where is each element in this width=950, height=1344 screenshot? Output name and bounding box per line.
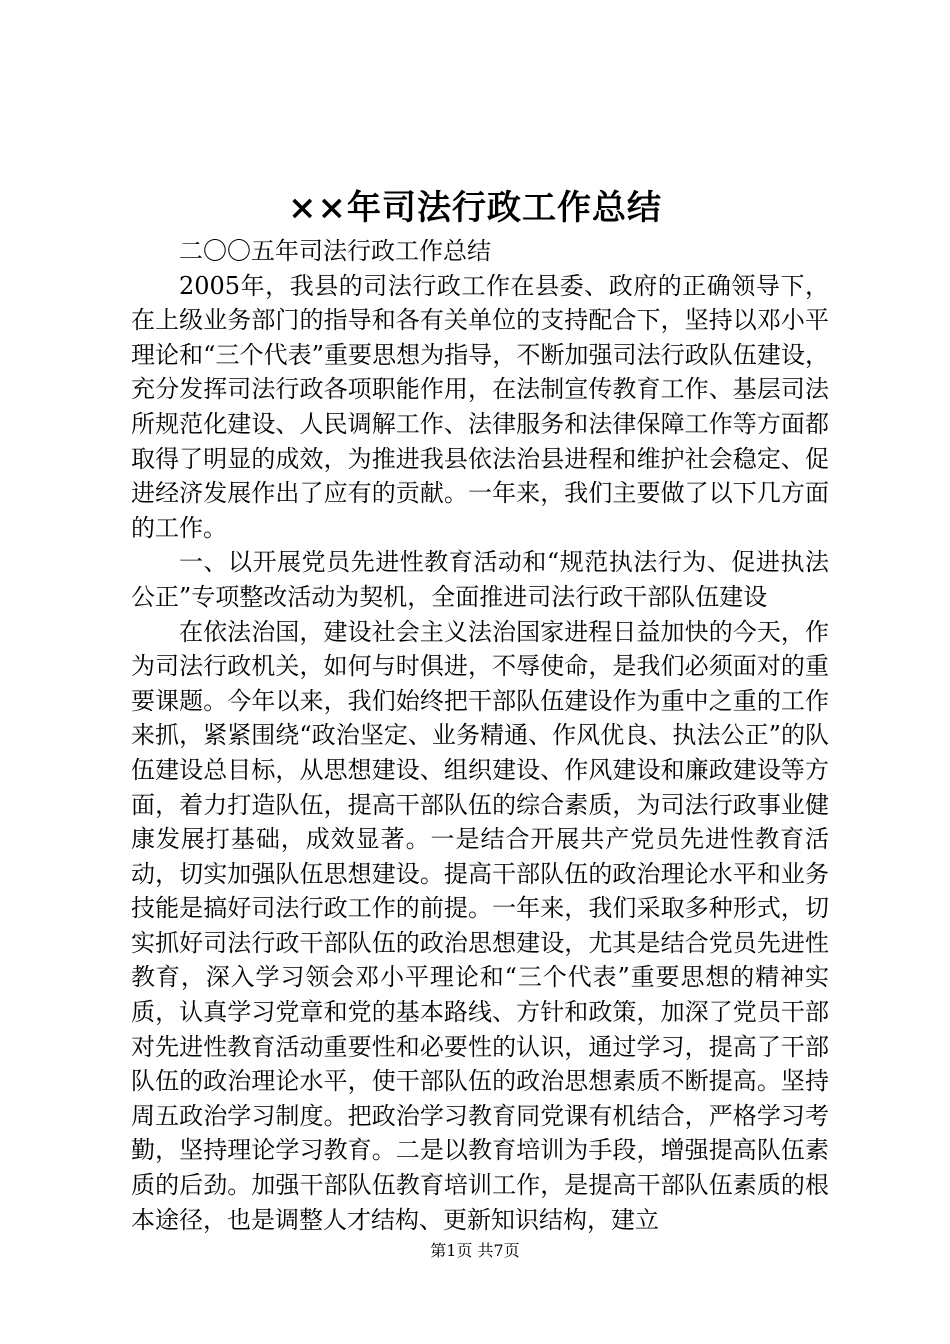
section-heading-paragraph: 一、以开展党员先进性教育活动和“规范执法行为、促进执法公正”专项整改活动为契机，全面推进司法行政干部队伍建设 bbox=[131, 548, 829, 611]
subtitle-paragraph: 二〇〇五年司法行政工作总结 bbox=[179, 237, 491, 265]
body-paragraph: 在依法治国，建设社会主义法治国家进程日益加快的今天，作为司法行政机关，如何与时俱进，不辱使命，是我们必须面对的重要课题。今年以来，我们始终把干部队伍建设作为重中之重的工作来抓，紧紧围绕“政治坚定、业务精通、作风优良、执法公正”的队伍建设总目标，从思想建设、组织建设、作风建设和廉政建设等方面，着力打造队伍，提高干部队伍的综合素质，为司法行政事业健康发展打基础，成效显著。一是结合开展共产党员先进性教育活动，切实加强队伍思想建设。提高干部队伍的政治理论水平和业务技能是搞好司法行政工作的前提。一年来，我们采取多种形式，切实抓好司法行政干部队伍的政治思想建设，尤其是结合党员先进性教育，深入学习领会邓小平理论和“三个代表”重要思想的精神实质，认真学习党章和党的基本路线、方针和政策，加深了党员干部对先进性教育活动重要性和必要性的认识，通过学习，提高了干部队伍的政治理论水平，使干部队伍的政治思想素质不断提高。坚持周五政治学习制度。把政治学习教育同党课有机结合，严格学习考勤，坚持理论学习教育。二是以教育培训为手段，增强提高队伍素质的后劲。加强干部队伍教育培训工作，是提高干部队伍素质的根本途径，也是调整人才结构、更新知识结构，建立 bbox=[131, 617, 829, 1234]
document-body bbox=[131, 234, 829, 1237]
page-footer: 第1页 共7页 bbox=[430, 1241, 520, 1260]
intro-paragraph: 2005年，我县的司法行政工作在县委、政府的正确领导下，在上级业务部门的指导和各有关单位的支持配合下，坚持以邓小平理论和“三个代表”重要思想为指导，不断加强司法行政队伍建设，充分发挥司法行政各项职能作用，在法制宣传教育工作、基层司法所规范化建设、人民调解工作、法律服务和法律保障工作等方面都取得了明显的成效，为推进我县依法治县进程和维护社会稳定、促进经济发展作出了应有的贡献。一年来，我们主要做了以下几方面的工作。 bbox=[131, 271, 829, 542]
document-title: ××年司法行政工作总结 bbox=[288, 188, 662, 228]
